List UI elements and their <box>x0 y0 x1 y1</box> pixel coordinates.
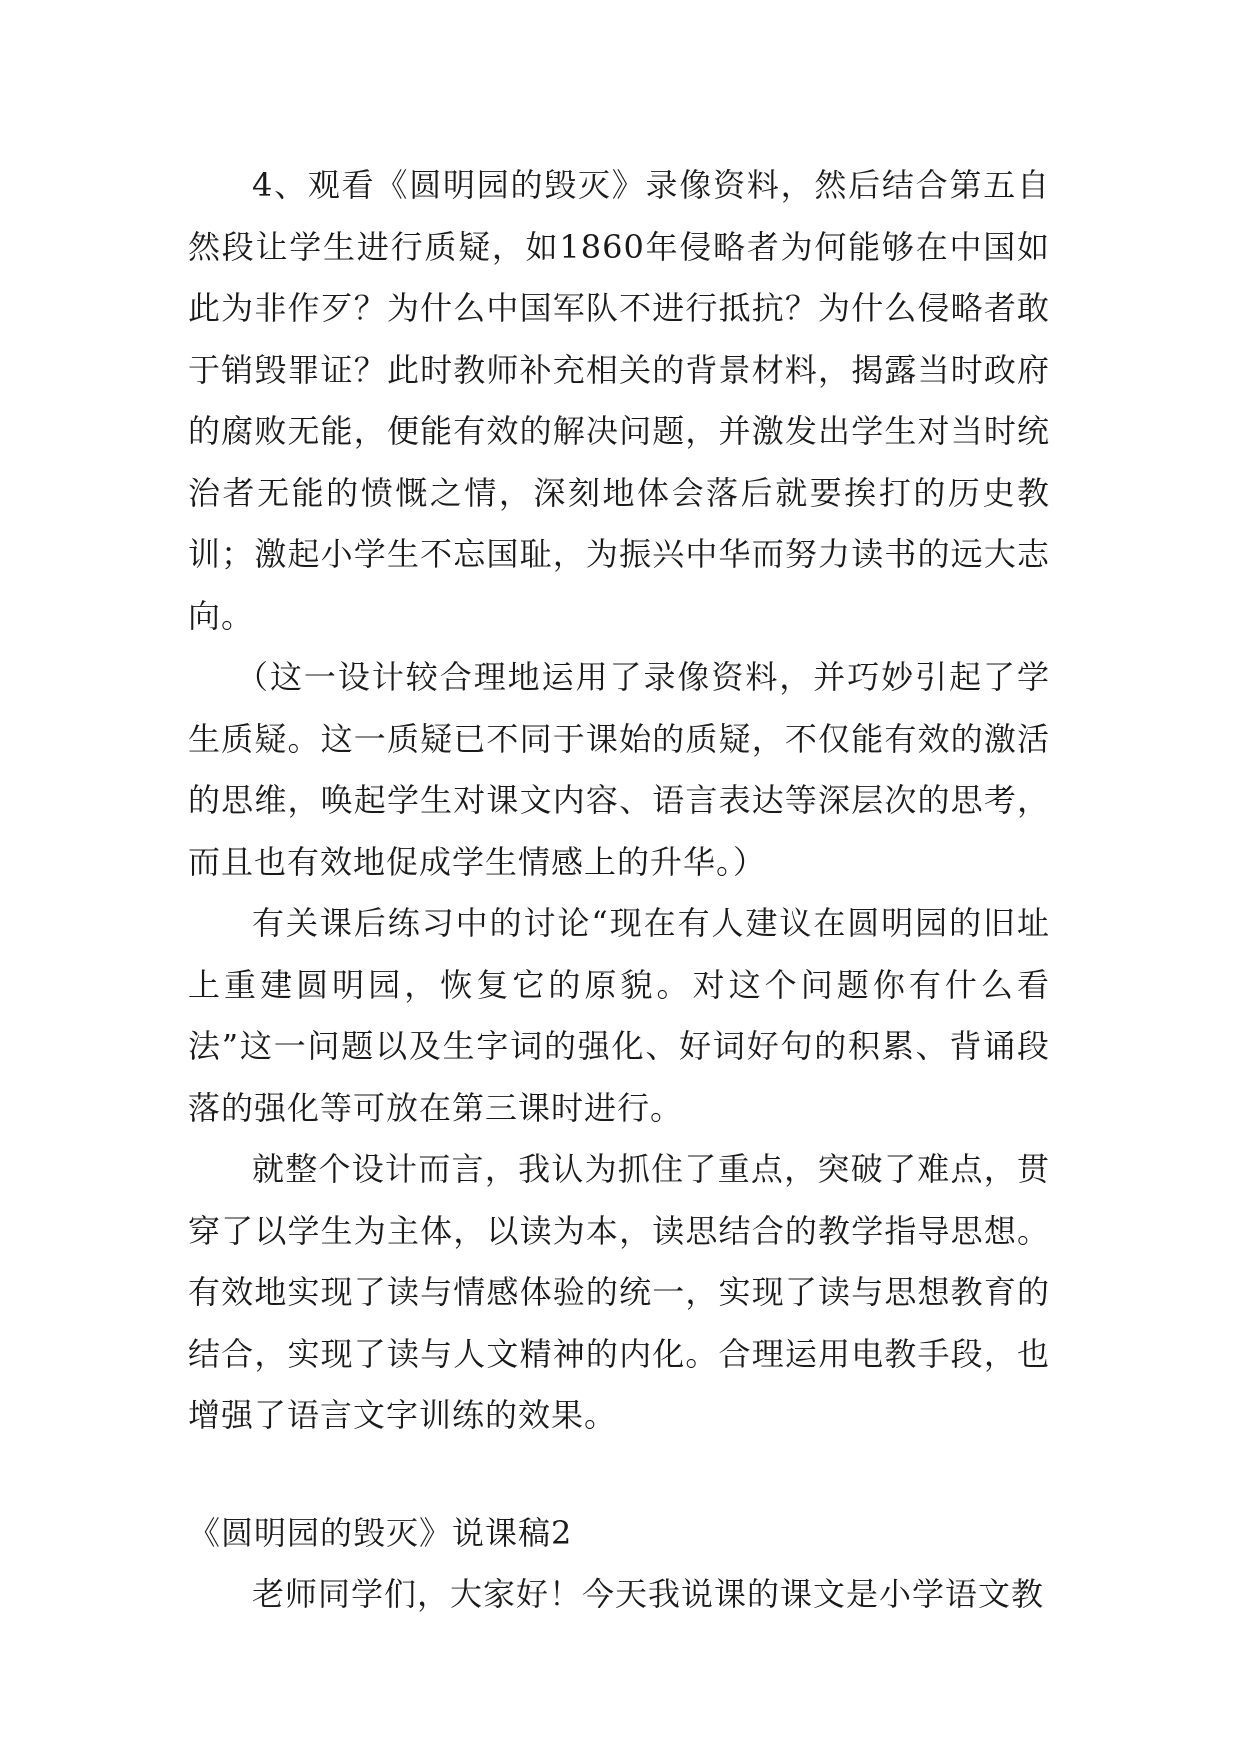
paragraph-design-commentary: （这一设计较合理地运用了录像资料，并巧妙引起了学生质疑。这一质疑已不同于课始的质疑，不仅能有效的激活的思维，唤起学生对课文内容、语言表达等深层次的思考，而且也有效地促成学生情感上的升华。） <box>188 658 1050 881</box>
paragraph-video-questioning: 4、观看《圆明园的毁灭》录像资料，然后结合第五自然段让学生进行质疑，如1860年侵略者为何能够在中国如此为非作歹？为什么中国军队不进行抵抗？为什么侵略者敢于销毁罪证？此时教师补充相关的背景材料，揭露当时政府的腐败无能，便能有效的解决问题，并激发出学生对当时统治者无能的愤慨之情，深刻地体会落后就要挨打的历史教训；激起小学生不忘国耻，为振兴中华而努力读书的远大志向。 <box>188 166 1050 635</box>
section-title: 《圆明园的毁灭》说课稿2 <box>188 1513 573 1552</box>
paragraph-design-summary: 就整个设计而言，我认为抓住了重点，突破了难点，贯穿了以学生为主体，以读为本，读思结合的教学指导思想。有效地实现了读与情感体验的统一，实现了读与思想教育的结合，实现了读与人文精神的内化。合理运用电教手段，也增强了语言文字训练的效果。 <box>188 1150 1050 1434</box>
paragraph-exercise-discussion: 有关课后练习中的讨论“现在有人建议在圆明园的旧址上重建圆明园，恢复它的原貌。对这个问题你有什么看法”这一问题以及生字词的强化、好词好句的积累、背诵段落的强化等可放在第三课时进行。 <box>188 904 1050 1127</box>
paragraph-greeting: 老师同学们，大家好！今天我说课的课文是小学语文教 <box>252 1575 1045 1613</box>
document-body <box>188 155 1050 1626</box>
